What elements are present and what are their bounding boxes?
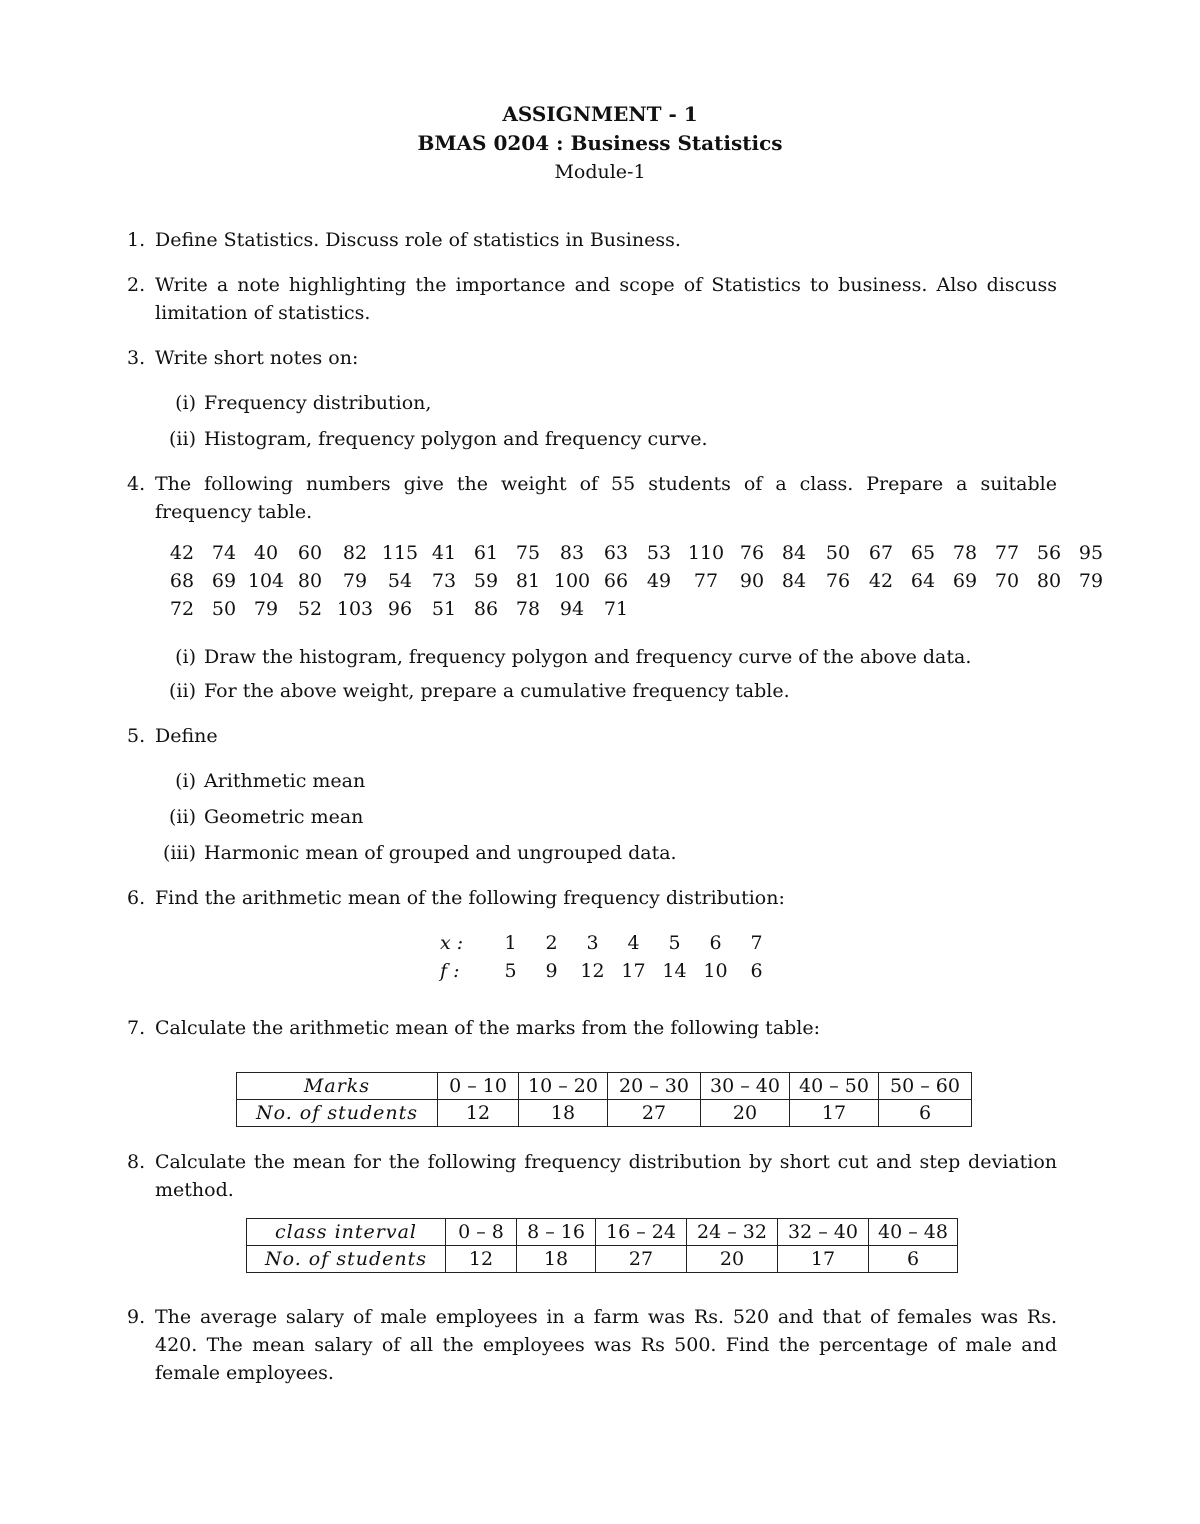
class-cell: 40 – 50 bbox=[790, 1073, 879, 1100]
data-row bbox=[160, 539, 1112, 567]
question-text: The following numbers give the weight of 55 students of a class. Prepare a suitable frequency table. bbox=[155, 473, 1057, 523]
count-cell: 27 bbox=[608, 1100, 701, 1127]
f-value: 6 bbox=[750, 960, 763, 982]
table-row bbox=[237, 1100, 972, 1127]
class-cell: 0 – 10 bbox=[438, 1073, 519, 1100]
class-cell: 32 – 40 bbox=[778, 1219, 869, 1246]
question-1 bbox=[127, 226, 1057, 254]
count-cell: 12 bbox=[446, 1246, 517, 1273]
question-4 bbox=[127, 470, 1057, 526]
assignment-title: ASSIGNMENT - 1 bbox=[502, 102, 698, 126]
question-6 bbox=[127, 884, 1057, 912]
count-cell: 27 bbox=[596, 1246, 687, 1273]
question-5-sub-3 bbox=[150, 839, 1050, 867]
data-value: 96 bbox=[387, 598, 413, 620]
weights-data-grid bbox=[160, 539, 1112, 623]
question-4-sub-1 bbox=[150, 643, 1050, 671]
data-value: 95 bbox=[1078, 542, 1104, 564]
question-number: 5. bbox=[127, 725, 146, 747]
table-header-cell: class interval bbox=[247, 1219, 446, 1246]
data-value: 68 bbox=[169, 570, 195, 592]
data-value: 84 bbox=[781, 570, 807, 592]
data-value: 104 bbox=[247, 570, 285, 592]
question-number: 7. bbox=[127, 1017, 146, 1039]
data-value: 50 bbox=[825, 542, 851, 564]
x-value: 7 bbox=[750, 932, 763, 954]
count-cell: 17 bbox=[778, 1246, 869, 1273]
sub-numeral: (iii) bbox=[162, 842, 196, 864]
class-cell: 10 – 20 bbox=[519, 1073, 608, 1100]
count-cell: 17 bbox=[790, 1100, 879, 1127]
data-row bbox=[160, 595, 1112, 623]
data-value: 79 bbox=[342, 570, 368, 592]
sub-text: Geometric mean bbox=[204, 806, 364, 828]
data-value: 77 bbox=[693, 570, 719, 592]
question-2 bbox=[127, 271, 1057, 327]
question-7 bbox=[127, 1014, 1057, 1042]
question-5-sub-2 bbox=[150, 803, 1050, 831]
data-value: 63 bbox=[603, 542, 629, 564]
data-value: 103 bbox=[336, 598, 374, 620]
data-value: 49 bbox=[646, 570, 672, 592]
question-4-sub-2 bbox=[150, 677, 1050, 705]
class-cell: 40 – 48 bbox=[869, 1219, 958, 1246]
sub-numeral: (ii) bbox=[169, 806, 196, 828]
sub-text: Frequency distribution, bbox=[204, 392, 432, 414]
f-value: 10 bbox=[703, 960, 728, 982]
sub-text: For the above weight, prepare a cumulative frequency table. bbox=[204, 680, 790, 702]
question-text: The average salary of male employees in a farm was Rs. 520 and that of females was Rs. 420. The mean salary of all the employees was Rs 500. Find the percentage of male and female employees. bbox=[155, 1306, 1057, 1384]
question-number: 9. bbox=[127, 1306, 146, 1328]
f-value: 17 bbox=[621, 960, 646, 982]
x-row bbox=[440, 929, 777, 957]
class-cell: 8 – 16 bbox=[517, 1219, 596, 1246]
question-3 bbox=[127, 344, 1057, 372]
data-value: 79 bbox=[1078, 570, 1104, 592]
class-interval-table bbox=[246, 1218, 958, 1273]
x-value: 1 bbox=[504, 932, 517, 954]
class-cell: 50 – 60 bbox=[879, 1073, 972, 1100]
f-value: 12 bbox=[580, 960, 605, 982]
question-8 bbox=[127, 1148, 1057, 1204]
data-value: 56 bbox=[1036, 542, 1062, 564]
data-value: 61 bbox=[473, 542, 499, 564]
data-value: 52 bbox=[297, 598, 323, 620]
count-cell: 20 bbox=[687, 1246, 778, 1273]
data-value: 90 bbox=[739, 570, 765, 592]
data-value: 53 bbox=[646, 542, 672, 564]
data-value: 42 bbox=[169, 542, 195, 564]
class-cell: 20 – 30 bbox=[608, 1073, 701, 1100]
data-value: 75 bbox=[515, 542, 541, 564]
data-value: 100 bbox=[553, 570, 591, 592]
question-number: 6. bbox=[127, 887, 146, 909]
sub-numeral: (i) bbox=[175, 646, 196, 668]
data-value: 77 bbox=[994, 542, 1020, 564]
count-cell: 6 bbox=[869, 1246, 958, 1273]
x-value: 4 bbox=[627, 932, 640, 954]
class-cell: 16 – 24 bbox=[596, 1219, 687, 1246]
data-value: 82 bbox=[342, 542, 368, 564]
data-value: 50 bbox=[211, 598, 237, 620]
f-row bbox=[440, 957, 777, 985]
sub-text: Harmonic mean of grouped and ungrouped data. bbox=[204, 842, 677, 864]
data-value: 70 bbox=[994, 570, 1020, 592]
data-value: 65 bbox=[910, 542, 936, 564]
x-value: 2 bbox=[545, 932, 558, 954]
question-5-sub-1 bbox=[150, 767, 1050, 795]
data-value: 74 bbox=[211, 542, 237, 564]
sub-numeral: (ii) bbox=[169, 680, 196, 702]
data-value: 80 bbox=[297, 570, 323, 592]
sub-text: Histogram, frequency polygon and frequency curve. bbox=[204, 428, 708, 450]
data-value: 110 bbox=[687, 542, 725, 564]
marks-table bbox=[236, 1072, 972, 1127]
question-number: 1. bbox=[127, 229, 146, 251]
data-value: 40 bbox=[253, 542, 279, 564]
data-value: 71 bbox=[603, 598, 629, 620]
count-cell: 12 bbox=[438, 1100, 519, 1127]
module-label: Module-1 bbox=[554, 161, 646, 183]
table-header-cell: No. of students bbox=[247, 1246, 446, 1273]
data-value: 42 bbox=[868, 570, 894, 592]
question-9 bbox=[127, 1303, 1057, 1387]
sub-text: Draw the histogram, frequency polygon and frequency curve of the above data. bbox=[204, 646, 972, 668]
x-value: 6 bbox=[709, 932, 722, 954]
data-value: 86 bbox=[473, 598, 499, 620]
f-value: 5 bbox=[504, 960, 517, 982]
question-text: Write short notes on: bbox=[155, 347, 359, 369]
question-text: Write a note highlighting the importance and scope of Statistics to business. Also discuss limitation of statistics. bbox=[155, 274, 1057, 324]
question-number: 8. bbox=[127, 1151, 146, 1173]
class-cell: 0 – 8 bbox=[446, 1219, 517, 1246]
data-value: 67 bbox=[868, 542, 894, 564]
x-value: 3 bbox=[586, 932, 599, 954]
class-cell: 30 – 40 bbox=[701, 1073, 790, 1100]
frequency-distribution bbox=[440, 929, 777, 985]
data-value: 78 bbox=[952, 542, 978, 564]
table-row bbox=[237, 1073, 972, 1100]
table-row bbox=[247, 1219, 958, 1246]
f-label: f : bbox=[440, 960, 460, 982]
table-row bbox=[247, 1246, 958, 1273]
question-number: 4. bbox=[127, 473, 146, 495]
data-value: 81 bbox=[515, 570, 541, 592]
question-text: Calculate the mean for the following frequency distribution by short cut and step deviation method. bbox=[155, 1151, 1057, 1201]
course-title: BMAS 0204 : Business Statistics bbox=[417, 131, 783, 155]
x-value: 5 bbox=[668, 932, 681, 954]
x-label: x : bbox=[440, 932, 464, 954]
question-3-sub-2 bbox=[150, 425, 1050, 453]
data-value: 73 bbox=[431, 570, 457, 592]
count-cell: 18 bbox=[517, 1246, 596, 1273]
data-value: 69 bbox=[211, 570, 237, 592]
question-3-sub-1 bbox=[150, 389, 1050, 417]
count-cell: 6 bbox=[879, 1100, 972, 1127]
question-5 bbox=[127, 722, 1057, 750]
data-row bbox=[160, 567, 1112, 595]
data-value: 69 bbox=[952, 570, 978, 592]
question-text: Define bbox=[155, 725, 218, 747]
data-value: 94 bbox=[559, 598, 585, 620]
data-value: 80 bbox=[1036, 570, 1062, 592]
count-cell: 18 bbox=[519, 1100, 608, 1127]
data-value: 64 bbox=[910, 570, 936, 592]
question-text: Calculate the arithmetic mean of the marks from the following table: bbox=[155, 1017, 821, 1039]
sub-numeral: (i) bbox=[175, 392, 196, 414]
data-value: 115 bbox=[381, 542, 419, 564]
data-value: 51 bbox=[431, 598, 457, 620]
data-value: 76 bbox=[825, 570, 851, 592]
data-value: 78 bbox=[515, 598, 541, 620]
data-value: 59 bbox=[473, 570, 499, 592]
data-value: 72 bbox=[169, 598, 195, 620]
question-number: 3. bbox=[127, 347, 146, 369]
data-value: 83 bbox=[559, 542, 585, 564]
document-header bbox=[0, 100, 1200, 187]
data-value: 79 bbox=[253, 598, 279, 620]
class-cell: 24 – 32 bbox=[687, 1219, 778, 1246]
question-number: 2. bbox=[127, 274, 146, 296]
data-value: 84 bbox=[781, 542, 807, 564]
sub-text: Arithmetic mean bbox=[204, 770, 366, 792]
sub-numeral: (i) bbox=[175, 770, 196, 792]
data-value: 76 bbox=[739, 542, 765, 564]
table-header-cell: Marks bbox=[237, 1073, 438, 1100]
f-value: 14 bbox=[662, 960, 687, 982]
f-value: 9 bbox=[545, 960, 558, 982]
data-value: 41 bbox=[431, 542, 457, 564]
data-value: 60 bbox=[297, 542, 323, 564]
sub-numeral: (ii) bbox=[169, 428, 196, 450]
question-text: Find the arithmetic mean of the following frequency distribution: bbox=[155, 887, 785, 909]
data-value: 66 bbox=[603, 570, 629, 592]
question-text: Define Statistics. Discuss role of statistics in Business. bbox=[155, 229, 681, 251]
count-cell: 20 bbox=[701, 1100, 790, 1127]
data-value: 54 bbox=[387, 570, 413, 592]
table-header-cell: No. of students bbox=[237, 1100, 438, 1127]
